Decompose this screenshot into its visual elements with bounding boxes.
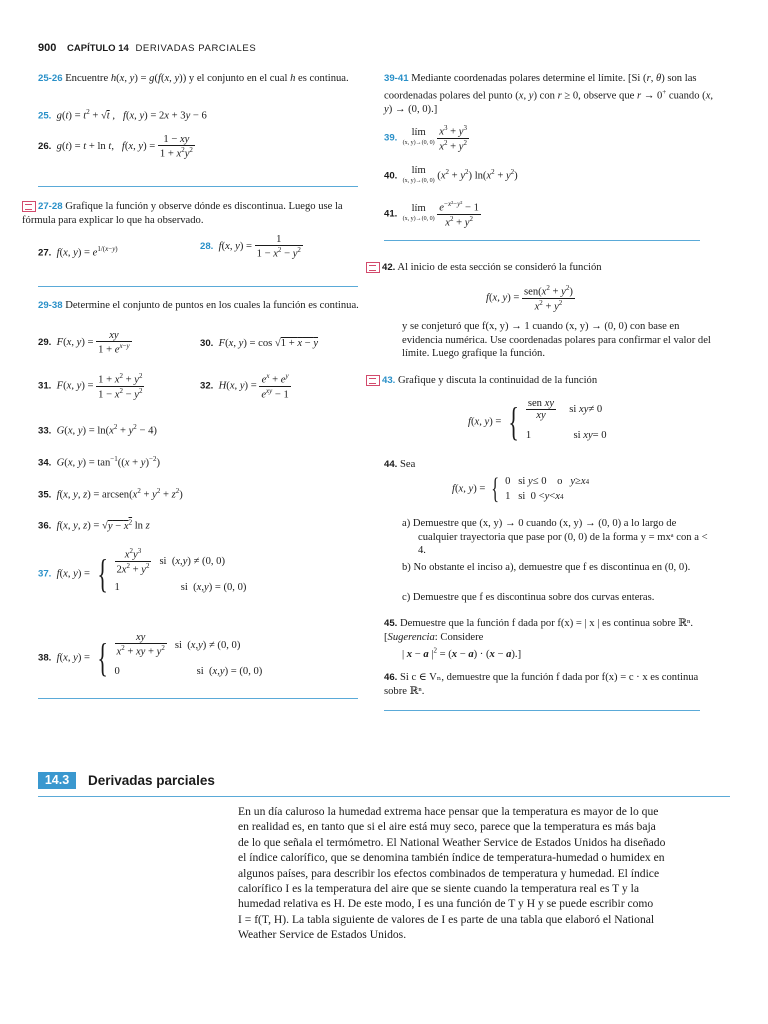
- case-condition: si: [180, 581, 188, 593]
- exercise-28: 28. f(x, y) = $\frac{1}{1 - x^2 - y^2}$: [200, 234, 301, 260]
- exercise-number: 25.: [38, 110, 52, 122]
- page-number: 900: [38, 42, 57, 54]
- exercise-number: 42.: [382, 262, 396, 273]
- exercise-33: 33. G(x, $y) = \ln(x^2 + y^2 - 4)$: [38, 423, 157, 437]
- exercise-45: 45. Demuestre que la función f dada por f(x) = | x | es continua sobre ℝⁿ. [Sugerencia: Considere | x − a $|^2 = (x - a) \cdot (x - a)$.]: [384, 618, 693, 660]
- exercise-number: 43.: [382, 375, 396, 386]
- section-title: Derivadas parciales: [88, 773, 215, 788]
- exercise-text: Demuestre que la función f dada por f(x) = | x | es continua sobre ℝⁿ. [: [384, 618, 693, 643]
- graphing-icon: [366, 262, 380, 273]
- exercise-number: 36.: [38, 520, 52, 532]
- exercise-39: 39. lím (x, y)→(0, 0) $\frac{x^3 + y^3}{x^2 + y^2}$: [384, 124, 467, 153]
- instruction-text: es continua.: [298, 73, 349, 84]
- exercise-29: 29. F(x, y) = $\frac{xy}{1 + e^{x-y}}$: [38, 330, 130, 356]
- section-paragraph: [238, 804, 738, 943]
- exercise-27: 27. f(x, $y) = e^{1/(x-y)}$: [38, 245, 118, 259]
- chapter-label: CAPÍTULO 14: [67, 43, 129, 54]
- paragraph-line: de lo que señala el termómetro. El National Weather Service de Estados Unidos ha diseñado: [238, 835, 666, 849]
- exercise-text: : Considere: [434, 631, 484, 643]
- case-condition: si: [573, 429, 581, 441]
- exercise-44-part-c: c) Demuestre que f es discontinua sobre dos curvas enteras.: [402, 592, 655, 603]
- instructions-39-41: 39-41 Mediante coordenadas polares determine el límite. [Si (r, θ) son las coordenadas polares del punto (x, y) con r ≥ 0, observe que r → 0+ cuando (x, y) → (0, 0).]: [384, 73, 714, 115]
- divider: [38, 698, 358, 699]
- exercise-number: 44.: [384, 459, 398, 470]
- exercise-40: 40. lím (x, y)→(0, 0) $(x^2 + y^2) \ln(x^2 + y^2)$: [384, 165, 518, 184]
- exercise-number: 40.: [384, 170, 398, 182]
- exercise-number: 29.: [38, 337, 52, 349]
- limit-symbol: lím: [411, 165, 426, 176]
- range-25-26: 25-26: [38, 73, 63, 84]
- exercise-number: 38.: [38, 652, 52, 664]
- exercise-42-body: y se conjeturó que f(x, y) → 1 cuando (x, y) → (0, 0) con base en evidencia numérica. Use coordenadas polares para confirmar el valor del límite. Luego grafique la función.: [402, 321, 711, 360]
- instruction-text: Determine el conjunto de puntos en los cuales la función es continua.: [65, 300, 359, 311]
- instruction-text: con: [539, 90, 555, 102]
- exercise-32: 32. H(x, y) = $\frac{e^x + e^y}{e^{xy} - 1}$: [200, 372, 289, 401]
- instructions-29-38: [38, 299, 360, 313]
- exercise-38: 38. f(x, y) = { $\frac{xy}{x^2 + xy + y^2}$ si ( x , y ) ≠ (0, 0) 0 si ( x , y ) = (0, 0): [38, 632, 263, 680]
- section-rule: [38, 796, 730, 797]
- divider: [38, 286, 358, 287]
- hint-label: Sugerencia: [387, 631, 435, 643]
- exercise-42: [366, 261, 714, 275]
- case-condition: si: [196, 665, 204, 677]
- exercise-25: 25. $g(t) = t^2 + √t$ , f(x, y) = 2x + 3y − 6: [38, 108, 207, 122]
- paragraph-line: humedad relativa es H. De este modo, I es una función de T y H y se puede escribir como: [238, 897, 654, 911]
- exercise-35: 35. f(x, y, $z) = arcsen(x^2 + y^2 + z^2)$: [38, 487, 183, 501]
- instruction-text: cuando: [668, 90, 700, 102]
- exercise-text: Sea: [400, 459, 416, 470]
- instruction-text: Grafique la función y observe dónde es discontinua. Luego use la fórmula para explicar lo que ha observado.: [22, 201, 343, 226]
- paragraph-line: En un día caluroso la humedad extrema hace pensar que la temperatura es mayor de lo que: [238, 805, 659, 818]
- exercise-41: 41. lím (x, y)→(0, 0) $\frac{e^{-x^2-y^2} - 1}{x^2 + y^2}$: [384, 200, 479, 229]
- exercise-44-part-a: a) Demuestre que (x, y) → 0 cuando (x, y) → (0, 0) a lo largo de cualquier trayectoria que pase por (0, 0) de la forma y = mxᵃ con a < 4.: [402, 518, 708, 557]
- paragraph-line: calorífico I es la temperatura del aire que se siente cuando la temperatura real es T y la: [238, 882, 639, 896]
- exercise-number: 41.: [384, 208, 398, 220]
- exercise-number: 27.: [38, 247, 52, 259]
- exercise-number: 37.: [38, 568, 52, 580]
- range-27-28: 27-28: [38, 201, 63, 212]
- case-condition: si: [569, 403, 577, 415]
- exercise-46: [384, 671, 714, 698]
- exercise-number: 30.: [200, 338, 214, 349]
- exercise-44-formula: f(x, y) = { 0 si y ≤ 0 o y ≥ x 4 1 si 0 < y < x 4: [452, 472, 590, 505]
- graphing-icon: [22, 201, 36, 212]
- graphing-icon: [366, 375, 380, 386]
- chapter-title: DERIVADAS PARCIALES: [135, 43, 257, 54]
- exercise-text: Grafique y discuta la continuidad de la función: [398, 375, 598, 386]
- divider: [384, 710, 700, 711]
- exercise-number: 26.: [38, 141, 52, 153]
- exercise-number: 34.: [38, 457, 52, 469]
- case-condition: si: [159, 555, 167, 567]
- instructions-27-28: [22, 200, 360, 227]
- range-39-41: 39-41: [384, 73, 409, 84]
- divider: [384, 240, 700, 241]
- exercise-44-part-b: b) No obstante el inciso a), demuestre que f es discontinua en (0, 0).: [402, 562, 691, 573]
- limit-symbol: lím: [411, 203, 426, 215]
- exercise-number: 45.: [384, 618, 398, 629]
- instruction-text: , observe que: [578, 90, 635, 102]
- exercise-26: 26. g(t) = t + ln t, f(x, y) = $\frac{1 - xy}{1 + x^2y^2}$: [38, 134, 193, 160]
- exercise-number: 46.: [384, 672, 398, 683]
- exercise-number: 31.: [38, 380, 52, 392]
- exercise-number: 28.: [200, 241, 214, 253]
- exercise-number: 35.: [38, 489, 52, 501]
- exercise-number: 32.: [200, 380, 214, 392]
- instruction-text: son las coordenadas polares del punto: [384, 73, 697, 102]
- instruction-text: y el conjunto en el cual: [188, 73, 288, 84]
- exercise-37: 37. f(x, y) = { $\frac{x^2y^3}{2x^2 + y^2}$ si ( x , y ) ≠ (0, 0) 1 si ( x , y ) = (0, 0): [38, 546, 247, 596]
- exercise-number: 39.: [384, 132, 398, 144]
- paragraph-line: en realidad es, en tanto que si el aire está muy seco, parece que la temperatura es más baja: [238, 820, 656, 834]
- instruction-text: Encuentre: [65, 73, 109, 84]
- exercise-31: 31. F(x, y) = $\frac{1 + x^2 + y^2}{1 - x^2 - y^2}$: [38, 372, 143, 401]
- exercise-42-formula: f(x, y) = $\frac{sen(x^2 + y^2)}{x^2 + y^2}$: [486, 284, 573, 313]
- exercise-34: 34. G(x, $y) = \tan^{-1}((x + y)^{-2})$: [38, 455, 160, 469]
- exercise-43: [366, 374, 714, 388]
- range-29-38: 29-38: [38, 300, 63, 311]
- exercise-number: 33.: [38, 425, 52, 437]
- paragraph-line: Weather Service de Estados Unidos.: [238, 928, 407, 942]
- running-header: [38, 42, 256, 54]
- paragraph-line: I = f(T, H). La tabla siguiente de valores de I es parte de una tabla que elaboró el National: [238, 912, 655, 926]
- paragraph-line: algunos países, para describir los efectos combinados de temperatura y humedad. El índice: [238, 866, 660, 880]
- case-condition: si: [174, 639, 182, 651]
- paragraph-line: el índice calorífico, que se denomina también índice de temperatura-humedad o humidex en: [238, 851, 665, 865]
- exercise-43-formula: f(x, y) = { $\frac{\text{sen xy}}{xy}$ si xy ≠ 0 1 si xy = 0: [468, 397, 607, 444]
- section-number: 14.3: [38, 772, 76, 789]
- divider: [38, 186, 358, 187]
- instruction-text: Mediante coordenadas polares determine el límite. [Si: [411, 73, 641, 84]
- exercise-text: Al inicio de esta sección se consideró la función: [397, 262, 602, 273]
- limit-symbol: lím: [411, 127, 426, 139]
- exercise-44: [384, 459, 415, 470]
- exercise-36: 36. f(x, y, $z) = √y - x^2$ ln z: [38, 518, 150, 532]
- exercise-30: 30. F(x, y) = cos √1 + x − y: [200, 338, 319, 349]
- exercise-text: Si c ∈ Vₙ, demuestre que la función f dada por f(x) = c · x es continua sobre ℝⁿ.: [384, 672, 699, 697]
- instructions-25-26: 25-26 Encuentre h(x, y) = g(f(x, y)) y el conjunto en el cual h es continua.: [38, 73, 349, 84]
